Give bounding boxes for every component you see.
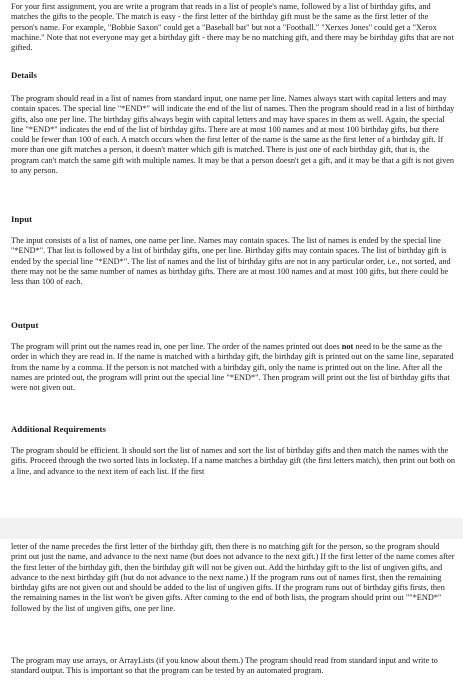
- document-panel-bottom: [2, 539, 457, 700]
- additional-paragraph-top: The program should be efficient. It should sort the list of names and sort the list of birthday gifts and then match the names with the gifts. Proceed through the two sorted lists in lockstep. If a name matches a birthday gift (the first letters match), then print out both on a line, and advance to the next item of each list. If the first: [11, 446, 456, 476]
- intro-paragraph: For your first assignment, you are write a program that reads in a list of people's name, followed by a list of birthday gifts, and matches the gifts to the people. The match is easy - the first letter of the birthday gift must be the same as the first letter of the person's name. For example, "Bobbie Saxon" could get a "Baseball bat" but not a "Football." "Xerxes Jones" could get a "Xerox machine." Note that not everyone may get a birthday gift - there may be no matching gift, and there may be birthday gifts that are not gifted.: [11, 2, 454, 53]
- additional-paragraph-continued: letter of the name precedes the first letter of the birthday gift, then there is no matching gift for the person, so the program should print out just the name, and advance to the next name (but does not advance to the next gift.) If the first letter of the name comes after the first letter of the birthday gift, then the birthday gift will not be given out. Add the birthday gift to the list of ungiven gifts, and advance to the next birthday gift (but do not advance to the next name.) If the program runs out of names first, then the remaining birthday gifts are not given out and should be added to the list of ungiven gifts. If the program runs out of birthday gifts firsts, then the remaining names in the list won't be given gifts. After coming to the end of both lists, the program should print out ""*END*" followed by the list of ungiven gifts, one per line.: [11, 542, 455, 613]
- output-text-after: need to be the same as the order in which they are read in. If the name is matched with a birthday gift, the birthday gift is printed out on the same line, separated from the name by a comma. If the person is not matched with a birthday gift, only the name is printed out on the line. After all the names are printed out, the program will print out the special line "*END*". Then program will print out the list of birthday gifts that were not given out.: [11, 342, 454, 393]
- details-paragraph: The program should read in a list of names from standard input, one name per line. Names always start with capital letters and may contain spaces. The special line "*END*" will indicate the end of the list of names. Then the program should read in a list of birthday gifts, also one per line. The birthday gifts always begin with capital letters and may have spaces in them as well. Again, the special line "*END*" indicates the end of the list of birthday gifts. There are at most 100 names and at most 100 birthday gifts, but there could be fewer than 100 of each. A match occurs when the first letter of the name is the same as the first letter of a birthday gift. If more than one gift matches a person, it doesn't matter which gift is matched. There is just one of each birthday gift, that is, the program can't match the same gift with multiple names. It may be that a person doesn't get a gift, and it may be that a gift is not given to any person.: [11, 94, 455, 176]
- document-panel-top: [2, 0, 457, 518]
- additional-requirements-heading: Additional Requirements: [11, 424, 106, 434]
- input-heading: Input: [11, 214, 33, 224]
- output-emphasis-not: not: [341, 342, 354, 351]
- input-paragraph: The input consists of a list of names, one name per line. Names may contain spaces. The list of names is ended by the special line "*END*". That list is followed by a list of birthday gifts, one per line. Birthday gifts may contain spaces. The list of birthday gift is ended by the special line "*END*". The list of names and the list of birthday gifts are not in any particular order, i.e., not sorted, and there may not be the same number of names as birthday gifts. There are at most 100 names and at most 100 gifts, but there could be less than 100 of each.: [11, 236, 451, 287]
- output-text-before: The program will print out the names read in, one per line. The order of the names printed out does: [11, 342, 342, 351]
- output-paragraph: [11, 342, 457, 393]
- additional-paragraph-last: The program may use arrays, or ArrayLists (if you know about them.) The program should read from standard input and write to standard output. This is important so that the program can be tested by an automated program.: [11, 656, 438, 676]
- page-break-gap: [0, 518, 463, 539]
- details-heading: Details: [11, 70, 37, 80]
- output-heading: Output: [11, 320, 39, 330]
